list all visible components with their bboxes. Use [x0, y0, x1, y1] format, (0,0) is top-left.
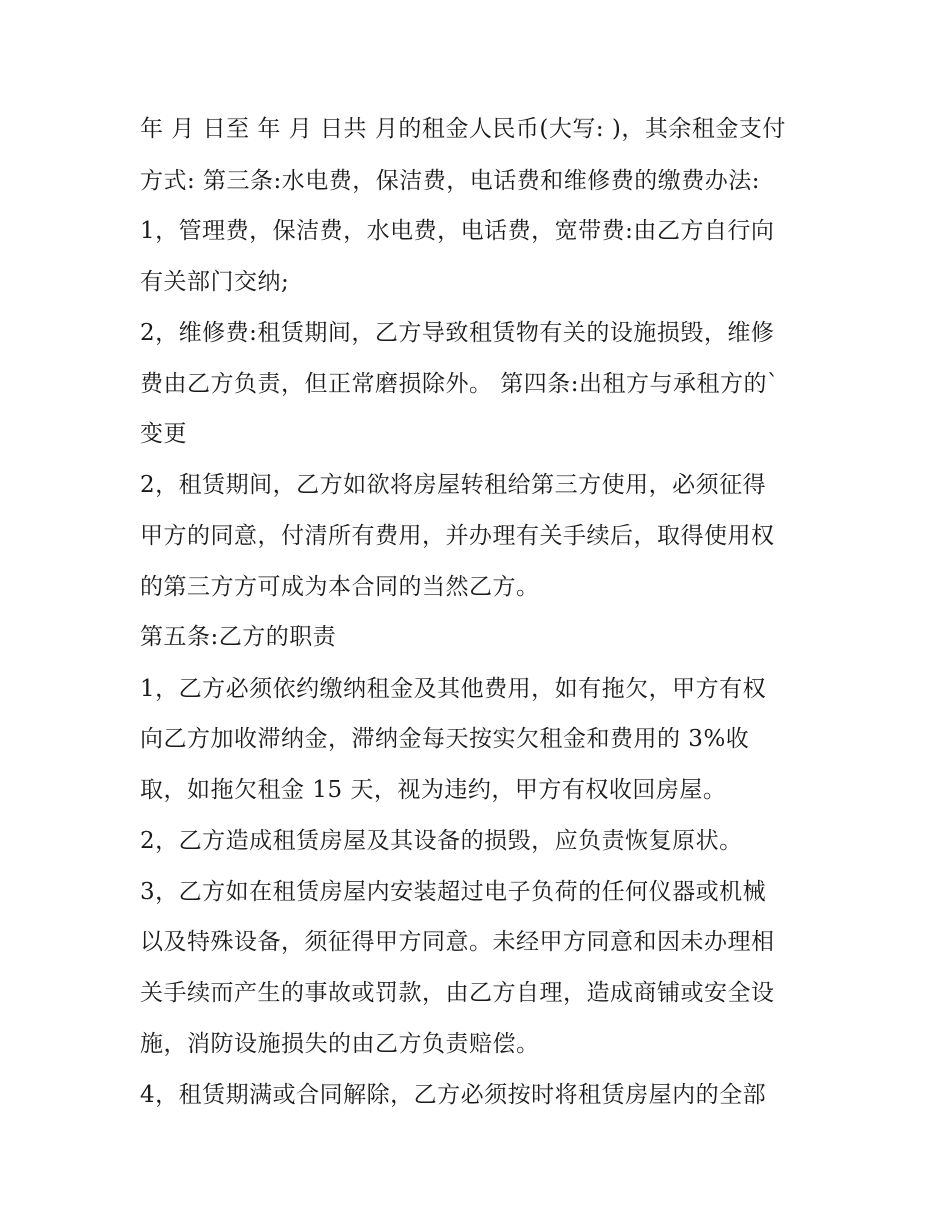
section-heading: 第五条:乙方的职责: [140, 624, 337, 650]
text-line: 施，消防设施损失的由乙方负责赔偿。: [140, 1031, 540, 1057]
text-line: 2，乙方造成租赁房屋及其设备的损毁，应负责恢复原状。: [140, 828, 743, 854]
text-line: 2，租赁期间，乙方如欲将房屋转租给第三方使用，必须征得: [140, 472, 767, 498]
text-line: 有关部门交纳;: [140, 269, 290, 295]
text-line: 费由乙方负责，但正常磨损除外。 第四条:出租方与承租方的`: [140, 371, 780, 397]
text-line: 关手续而产生的事故或罚款，由乙方自理，造成商铺或安全设: [140, 980, 775, 1006]
text-line: 甲方的同意，付清所有费用，并办理有关手续后，取得使用权: [140, 523, 775, 549]
text-line: 向乙方加收滞纳金，滞纳金每天按实欠租金和费用的 3%收: [140, 726, 750, 752]
text-line: 以及特殊设备，须征得甲方同意。未经甲方同意和因未办理相: [140, 929, 775, 955]
text-line: 年 月 日至 年 月 日共 月的租金人民币(大写: )，其余租金支付: [140, 116, 786, 142]
text-line: 4，租赁期满或合同解除，乙方必须按时将租赁房屋内的全部: [140, 1082, 767, 1108]
text-line: 的第三方方可成为本合同的当然乙方。: [140, 574, 540, 600]
text-line: 1，管理费，保洁费，水电费，电话费，宽带费:由乙方自行向: [140, 218, 775, 244]
text-line: 方式: 第三条:水电费，保洁费，电话费和维修费的缴费办法:: [140, 168, 761, 194]
text-line: 2，维修费:租赁期间，乙方导致租赁物有关的设施损毁，维修: [140, 320, 775, 346]
text-line: 取，如拖欠租金 15 天，视为违约，甲方有权收回房屋。: [140, 777, 727, 803]
text-line: 1，乙方必须依约缴纳租金及其他费用，如有拖欠，甲方有权: [140, 676, 767, 702]
text-line: 3，乙方如在租赁房屋内安装超过电子负荷的任何仪器或机械: [140, 879, 767, 905]
text-line: 变更: [140, 421, 187, 447]
